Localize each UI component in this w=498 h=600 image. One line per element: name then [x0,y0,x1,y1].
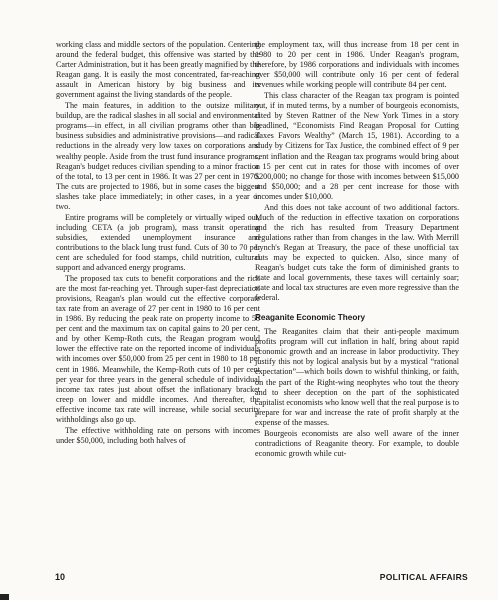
paragraph: And this does not take account of two additional factors. Much of the reduction in effective taxation on corporations and the rich has resulted from Treasury Department regulations rather than from changes in the law. With Merrill Lynch's Regan at Treasury, the pace of these unofficial tax cuts may be expected to quicken. Also, since many of Reagan's budget cuts take the form of diminished grants to state and local governments, these taxes will certainly soar; state and local tax structures are even more regressive than the federal. [255,202,459,303]
right-column [255,40,459,460]
paragraph: working class and middle sectors of the population. Centering around the federal budget, this offensive was started by the Carter Administration, but it has been greatly magnified by the Reagan gang. It is easily the most concentrated, far-reaching assault in American history by big business and its government against the living standards of the people. [56,40,260,100]
publication-title: POLITICAL AFFAIRS [379,572,468,582]
paragraph: This class character of the Reagan tax program is pointed out, if in muted terms, by a number of bourgeois economists, cited by Steven Rattner of the New York Times in a story headlined, “Economists Find Reagan Proposal for Cutting Taxes Favors Wealthy” (March 15, 1981). According to a study by Citizens for Tax Justice, the combined effect of 9 per cent inflation and the Reagan tax programs would bring about a 15 per cent cut in rates for those with incomes of over $200,000; no change for those with incomes between $15,000 and $50,000; and a 28 per cent increase for those with incomes under $10,000. [255,91,459,201]
paragraph: Entire programs will be completely or virtually wiped out, including CETA (a job program), mass transit operating subsidies, extended unemployment insurance and contributions to the black lung trust fund. Cuts of 30 to 70 per cent are scheduled for food stamps, child nutrition, cultural support and advanced energy programs. [56,212,260,273]
paragraph: The effective withholding rate on persons with incomes under $50,000, including both halves of [56,425,260,445]
paragraph: the employment tax, will thus increase from 18 per cent in 1980 to 20 per cent in 1986. Under Reagan's program, therefore, by 1986 corporations and individuals with incomes over $50,000 will contribute only 16 per cent of federal revenues while working people will contribute 84 per cent. [255,40,459,90]
left-column [56,40,260,447]
scan-edge-mark [0,594,9,600]
paragraph: Bourgeois economists are also well aware of the inner contradictions of Reaganite theory. For example, to double economic growth while cut- [255,428,459,458]
page-number: 10 [55,572,66,582]
paragraph: The Reaganites claim that their anti-people maximum profits program will cut inflation in half, bring about rapid economic growth and an increase in labor productivity. They justify this not by logical analysis but by a mystical “rational expectation”—which boils down to wishful thinking, or faith, on the part of the Right-wing neophytes who tout the theory and to sheer deception on the part of the sophisticated capitalist economists who know well that the real purpose is to prepare for war and increase the rate of profit sharply at the expense of the masses. [255,327,459,427]
paragraph: The main features, in addition to the outsize military buildup, are the radical slashes in all social and environmental programs—in effect, in all civilian programs other than big business subsidies and administrative provisions—and radical reductions in the already very low taxes on corporations and wealthy people. Aside from the trust fund insurance programs, Reagan's budget reduces civilian spending to a minor fraction of the total, to 13 per cent in 1986. It was 27 per cent in 1970. The cuts are projected to 1986, but in some cases the biggest slashes take place immediately; in other cases, in a year or two. [56,101,260,211]
section-heading: Reaganite Economic Theory [255,313,366,323]
paragraph: The proposed tax cuts to benefit corporations and the rich are the most far-reaching yet. Through super-fast depreciation provisions, Reagan's plan would cut the effective corporate tax rate from an average of 27 per cent in 1980 to 16 per cent in 1986. By reducing the peak rate on property income to 50 per cent and the maximum tax on capital gains to 20 per cent, and by other Kemp-Roth cuts, the Reagan program would lower the effective rate on the reported income of individuals with incomes over $50,000 from 25 per cent in 1980 to 18 per cent in 1986. Meanwhile, the Kemp-Roth cuts of 10 per cent per year for three years in the general schedule of individual income tax rates just about offset the inflationary bracket creep on lower and middle incomes. And thereafter, the effective income tax rate will increase, while social security withholdings also go up. [56,274,260,424]
